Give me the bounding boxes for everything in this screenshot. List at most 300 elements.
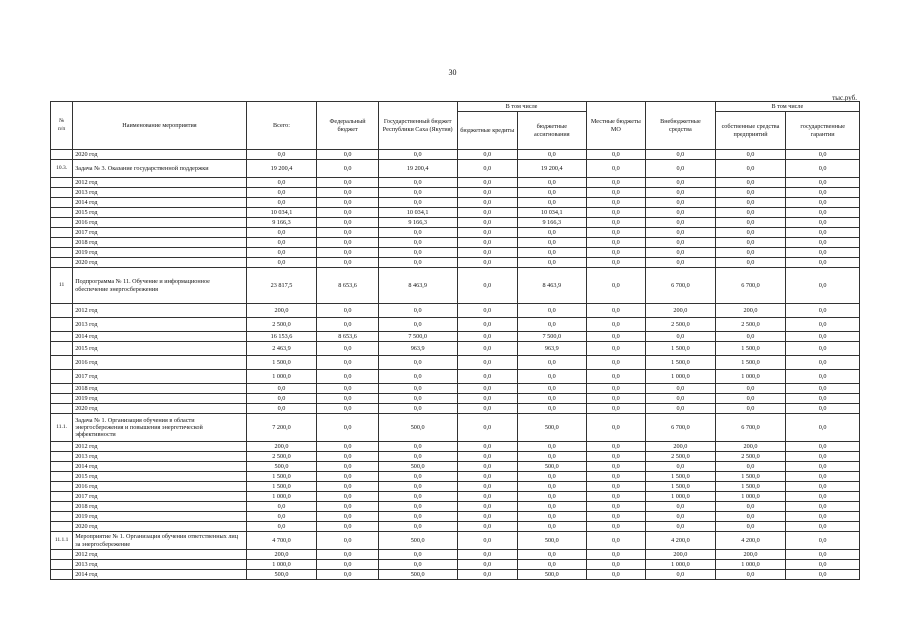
row-value: 6 700,0: [715, 268, 786, 304]
header-credits: бюджетные кредиты: [457, 112, 518, 150]
row-value: 9 166,3: [246, 218, 317, 228]
row-value: 0,0: [786, 502, 860, 512]
row-value: 0,0: [715, 332, 786, 342]
row-number: [51, 442, 73, 452]
units-label: тыс.руб.: [832, 94, 857, 102]
row-value: 0,0: [378, 560, 457, 570]
row-value: 0,0: [646, 512, 716, 522]
table-row: [51, 304, 860, 318]
row-value: 0,0: [586, 512, 646, 522]
table-row: [51, 570, 860, 580]
row-value: 0,0: [317, 218, 379, 228]
row-value: 500,0: [246, 462, 317, 472]
row-value: 0,0: [586, 492, 646, 502]
table-row: [51, 462, 860, 472]
row-value: 0,0: [246, 258, 317, 268]
row-name: 2020 год: [73, 150, 247, 160]
row-value: 0,0: [457, 188, 518, 198]
row-value: 1 500,0: [715, 472, 786, 482]
row-number: [51, 188, 73, 198]
row-name: Подпрограмма № 11. Обучение и информационное обеспечение энергосбережения: [73, 268, 247, 304]
row-value: 0,0: [586, 570, 646, 580]
row-value: 0,0: [246, 512, 317, 522]
row-value: 0,0: [378, 522, 457, 532]
row-value: 0,0: [246, 248, 317, 258]
row-value: 0,0: [317, 442, 379, 452]
row-value: 0,0: [586, 228, 646, 238]
table-row: [51, 404, 860, 414]
row-value: 0,0: [586, 318, 646, 332]
row-value: 0,0: [715, 384, 786, 394]
row-number: [51, 208, 73, 218]
row-value: 0,0: [786, 150, 860, 160]
row-value: 0,0: [518, 404, 587, 414]
table-row: [51, 394, 860, 404]
row-value: 0,0: [586, 502, 646, 512]
row-value: 0,0: [317, 238, 379, 248]
row-value: 0,0: [646, 462, 716, 472]
row-value: 500,0: [518, 462, 587, 472]
row-number: [51, 462, 73, 472]
row-value: 0,0: [457, 472, 518, 482]
table-row: [51, 178, 860, 188]
table-row: [51, 268, 860, 304]
row-value: 0,0: [786, 208, 860, 218]
row-value: 0,0: [786, 452, 860, 462]
row-name: 2017 год: [73, 228, 247, 238]
row-value: 2 500,0: [715, 452, 786, 462]
row-value: 0,0: [378, 198, 457, 208]
row-value: 0,0: [378, 248, 457, 258]
row-value: 0,0: [378, 394, 457, 404]
row-value: 500,0: [378, 570, 457, 580]
row-value: 0,0: [646, 570, 716, 580]
table-row: [51, 492, 860, 502]
row-value: 0,0: [586, 198, 646, 208]
row-name: 2020 год: [73, 522, 247, 532]
table-row: [51, 560, 860, 570]
row-value: 0,0: [518, 452, 587, 462]
row-number: 10.3.: [51, 160, 73, 178]
row-value: 0,0: [457, 404, 518, 414]
row-number: [51, 570, 73, 580]
header-including-1: В том числе: [457, 102, 586, 112]
row-value: 0,0: [457, 570, 518, 580]
row-value: 0,0: [457, 304, 518, 318]
row-value: 0,0: [786, 318, 860, 332]
row-value: 0,0: [378, 150, 457, 160]
row-number: [51, 150, 73, 160]
row-value: 0,0: [518, 150, 587, 160]
row-value: 0,0: [518, 370, 587, 384]
header-no: № п/п: [51, 102, 73, 150]
row-value: 8 653,6: [317, 332, 379, 342]
row-number: [51, 472, 73, 482]
row-value: 0,0: [786, 462, 860, 472]
row-value: 0,0: [786, 492, 860, 502]
row-value: 500,0: [378, 462, 457, 472]
row-value: 0,0: [715, 150, 786, 160]
row-value: 0,0: [317, 394, 379, 404]
row-value: 0,0: [646, 248, 716, 258]
row-value: 0,0: [646, 404, 716, 414]
row-name: 2012 год: [73, 550, 247, 560]
row-value: 200,0: [646, 550, 716, 560]
row-name: 2013 год: [73, 452, 247, 462]
row-value: 0,0: [518, 304, 587, 318]
row-value: 0,0: [715, 394, 786, 404]
row-value: 500,0: [518, 570, 587, 580]
row-value: 1 500,0: [246, 472, 317, 482]
table-row: [51, 482, 860, 492]
row-value: 0,0: [786, 370, 860, 384]
row-value: 0,0: [378, 228, 457, 238]
row-value: 0,0: [246, 198, 317, 208]
row-value: 1 000,0: [646, 492, 716, 502]
row-value: 0,0: [586, 258, 646, 268]
row-value: 6 700,0: [646, 414, 716, 442]
header-total: Всего:: [246, 102, 317, 150]
row-value: 0,0: [518, 356, 587, 370]
row-value: 0,0: [317, 228, 379, 238]
row-value: 0,0: [457, 248, 518, 258]
row-number: [51, 482, 73, 492]
table-row: [51, 208, 860, 218]
row-value: 0,0: [586, 532, 646, 550]
row-value: 0,0: [317, 342, 379, 356]
row-value: 0,0: [518, 502, 587, 512]
row-value: 0,0: [786, 258, 860, 268]
row-value: 0,0: [646, 522, 716, 532]
row-value: 0,0: [786, 560, 860, 570]
row-name: 2013 год: [73, 318, 247, 332]
row-value: 0,0: [646, 384, 716, 394]
row-value: 0,0: [715, 522, 786, 532]
row-value: 963,9: [378, 342, 457, 356]
row-value: 0,0: [457, 384, 518, 394]
row-value: 0,0: [715, 208, 786, 218]
row-value: 0,0: [646, 258, 716, 268]
row-value: 1 500,0: [646, 482, 716, 492]
row-value: 0,0: [786, 404, 860, 414]
row-value: 0,0: [786, 482, 860, 492]
row-value: 0,0: [518, 550, 587, 560]
row-value: 0,0: [586, 208, 646, 218]
row-value: 0,0: [586, 370, 646, 384]
row-value: 0,0: [715, 570, 786, 580]
row-value: 0,0: [646, 332, 716, 342]
row-value: 0,0: [518, 258, 587, 268]
row-value: 0,0: [586, 472, 646, 482]
table-body: [51, 150, 860, 580]
row-value: 0,0: [786, 238, 860, 248]
row-name: 2019 год: [73, 512, 247, 522]
row-value: 0,0: [586, 188, 646, 198]
row-value: 0,0: [786, 198, 860, 208]
row-name: 2015 год: [73, 342, 247, 356]
row-value: 0,0: [518, 248, 587, 258]
row-value: 2 500,0: [715, 318, 786, 332]
row-value: 0,0: [786, 522, 860, 532]
row-value: 500,0: [246, 570, 317, 580]
row-number: [51, 198, 73, 208]
row-value: 0,0: [246, 384, 317, 394]
row-value: 4 200,0: [715, 532, 786, 550]
table-row: [51, 228, 860, 238]
row-value: 200,0: [715, 442, 786, 452]
row-value: 0,0: [457, 160, 518, 178]
row-value: 0,0: [586, 178, 646, 188]
row-number: [51, 370, 73, 384]
header-federal: Федеральный бюджет: [317, 102, 379, 150]
row-value: 0,0: [246, 238, 317, 248]
table-row: [51, 248, 860, 258]
row-value: 0,0: [715, 228, 786, 238]
row-number: [51, 492, 73, 502]
row-value: 0,0: [518, 560, 587, 570]
row-value: 7 200,0: [246, 414, 317, 442]
header-local: Местные бюджеты МО: [586, 102, 646, 150]
row-value: 1 000,0: [715, 560, 786, 570]
row-name: 2012 год: [73, 178, 247, 188]
row-value: 0,0: [246, 404, 317, 414]
row-value: 0,0: [317, 462, 379, 472]
row-value: 0,0: [518, 178, 587, 188]
row-value: 0,0: [457, 452, 518, 462]
row-value: 500,0: [378, 532, 457, 550]
row-number: [51, 228, 73, 238]
row-value: 0,0: [786, 160, 860, 178]
row-value: 0,0: [457, 208, 518, 218]
row-value: 0,0: [786, 228, 860, 238]
row-value: 500,0: [518, 532, 587, 550]
row-name: 2014 год: [73, 462, 247, 472]
row-value: 0,0: [378, 482, 457, 492]
table-row: [51, 442, 860, 452]
row-value: 0,0: [317, 414, 379, 442]
row-value: 0,0: [317, 502, 379, 512]
row-value: 0,0: [457, 512, 518, 522]
row-value: 0,0: [586, 482, 646, 492]
row-value: 0,0: [786, 472, 860, 482]
table-row: [51, 452, 860, 462]
row-value: 0,0: [586, 160, 646, 178]
row-value: 0,0: [646, 160, 716, 178]
row-value: 0,0: [518, 522, 587, 532]
row-value: 0,0: [646, 238, 716, 248]
row-value: 0,0: [317, 404, 379, 414]
row-value: 0,0: [378, 404, 457, 414]
row-value: 0,0: [586, 414, 646, 442]
row-value: 0,0: [586, 248, 646, 258]
row-value: 0,0: [586, 452, 646, 462]
row-value: 0,0: [586, 384, 646, 394]
row-value: 1 000,0: [246, 560, 317, 570]
row-value: 1 500,0: [646, 472, 716, 482]
row-value: 0,0: [317, 532, 379, 550]
header-own-funds: собственные средства предприятий: [715, 112, 786, 150]
row-value: 6 700,0: [715, 414, 786, 442]
row-value: 0,0: [646, 150, 716, 160]
row-value: 0,0: [246, 522, 317, 532]
row-value: 0,0: [378, 304, 457, 318]
row-number: [51, 452, 73, 462]
row-value: 0,0: [457, 560, 518, 570]
row-value: 2 500,0: [646, 452, 716, 462]
row-value: 0,0: [715, 404, 786, 414]
row-name: Задача № 3. Оказание государственной поддержки: [73, 160, 247, 178]
table-row: [51, 198, 860, 208]
table-row: [51, 238, 860, 248]
row-number: [51, 560, 73, 570]
row-value: 0,0: [317, 258, 379, 268]
row-number: [51, 342, 73, 356]
row-value: 1 500,0: [646, 356, 716, 370]
row-value: 1 500,0: [246, 356, 317, 370]
row-value: 0,0: [457, 356, 518, 370]
row-value: 0,0: [378, 384, 457, 394]
row-value: 200,0: [715, 550, 786, 560]
row-value: 0,0: [378, 502, 457, 512]
row-name: 2015 год: [73, 472, 247, 482]
row-name: 2015 год: [73, 208, 247, 218]
row-value: 500,0: [378, 414, 457, 442]
row-value: 0,0: [715, 160, 786, 178]
row-value: 1 500,0: [246, 482, 317, 492]
row-value: 0,0: [786, 356, 860, 370]
row-value: 0,0: [586, 522, 646, 532]
row-value: 0,0: [715, 512, 786, 522]
row-value: 0,0: [786, 532, 860, 550]
row-value: 0,0: [786, 178, 860, 188]
row-value: 0,0: [246, 394, 317, 404]
table-row: [51, 356, 860, 370]
row-value: 0,0: [586, 150, 646, 160]
row-value: 4 700,0: [246, 532, 317, 550]
row-value: 0,0: [317, 208, 379, 218]
row-name: Задача № 1. Организация обучения в области энергосбережения и повышения энергетической эффективности: [73, 414, 247, 442]
row-value: 0,0: [378, 442, 457, 452]
row-number: [51, 332, 73, 342]
budget-table: [50, 101, 860, 580]
row-value: 0,0: [457, 218, 518, 228]
row-value: 0,0: [317, 160, 379, 178]
row-value: 8 463,9: [378, 268, 457, 304]
row-value: 0,0: [457, 228, 518, 238]
table-row: [51, 370, 860, 384]
row-value: 1 000,0: [246, 492, 317, 502]
row-number: [51, 318, 73, 332]
row-value: 0,0: [786, 384, 860, 394]
row-value: 6 700,0: [646, 268, 716, 304]
row-value: 0,0: [457, 522, 518, 532]
row-number: [51, 522, 73, 532]
row-value: 0,0: [378, 550, 457, 560]
row-value: 0,0: [317, 522, 379, 532]
table-row: [51, 188, 860, 198]
row-value: 0,0: [646, 188, 716, 198]
table-row: [51, 150, 860, 160]
row-value: 0,0: [317, 318, 379, 332]
row-number: [51, 404, 73, 414]
row-number: 11.1.: [51, 414, 73, 442]
row-value: 0,0: [317, 384, 379, 394]
row-value: 0,0: [317, 570, 379, 580]
table-row: [51, 258, 860, 268]
row-value: 1 000,0: [246, 370, 317, 384]
row-value: 7 500,0: [378, 332, 457, 342]
row-value: 0,0: [457, 332, 518, 342]
row-value: 10 034,1: [246, 208, 317, 218]
row-name: 2020 год: [73, 258, 247, 268]
table-row: [51, 512, 860, 522]
row-value: 0,0: [378, 512, 457, 522]
row-name: 2020 год: [73, 404, 247, 414]
row-value: 0,0: [786, 442, 860, 452]
row-value: 19 200,4: [378, 160, 457, 178]
row-value: 0,0: [715, 188, 786, 198]
row-value: 0,0: [317, 188, 379, 198]
row-value: 0,0: [586, 218, 646, 228]
row-value: 0,0: [715, 238, 786, 248]
row-value: 0,0: [646, 228, 716, 238]
row-value: 0,0: [246, 502, 317, 512]
row-value: 200,0: [715, 304, 786, 318]
row-value: 0,0: [518, 394, 587, 404]
row-name: 2016 год: [73, 218, 247, 228]
row-value: 1 500,0: [715, 482, 786, 492]
row-value: 0,0: [586, 238, 646, 248]
table-row: [51, 472, 860, 482]
row-value: 0,0: [457, 258, 518, 268]
row-value: 1 000,0: [646, 560, 716, 570]
row-value: 1 000,0: [715, 492, 786, 502]
row-value: 0,0: [317, 356, 379, 370]
row-name: 2018 год: [73, 238, 247, 248]
row-value: 0,0: [715, 462, 786, 472]
row-value: 0,0: [317, 198, 379, 208]
row-value: 0,0: [786, 332, 860, 342]
row-number: 11.1.1: [51, 532, 73, 550]
header-allocations: бюджетные ассигнования: [518, 112, 587, 150]
row-value: 200,0: [646, 304, 716, 318]
row-value: 1 000,0: [646, 370, 716, 384]
row-value: 0,0: [317, 492, 379, 502]
row-value: 0,0: [786, 550, 860, 560]
row-value: 0,0: [715, 248, 786, 258]
row-value: 10 034,1: [378, 208, 457, 218]
table-row: [51, 218, 860, 228]
row-value: 0,0: [317, 150, 379, 160]
row-name: 2017 год: [73, 370, 247, 384]
row-value: 0,0: [715, 198, 786, 208]
row-value: 8 463,9: [518, 268, 587, 304]
row-value: 0,0: [246, 150, 317, 160]
row-value: 0,0: [518, 198, 587, 208]
row-value: 0,0: [457, 178, 518, 188]
row-value: 0,0: [378, 188, 457, 198]
row-value: 0,0: [646, 218, 716, 228]
row-name: 2019 год: [73, 394, 247, 404]
row-value: 0,0: [646, 502, 716, 512]
row-value: 0,0: [246, 178, 317, 188]
row-value: 0,0: [715, 178, 786, 188]
row-value: 0,0: [378, 452, 457, 462]
row-value: 0,0: [457, 238, 518, 248]
row-name: 2017 год: [73, 492, 247, 502]
row-value: 0,0: [586, 462, 646, 472]
row-value: 19 200,4: [246, 160, 317, 178]
